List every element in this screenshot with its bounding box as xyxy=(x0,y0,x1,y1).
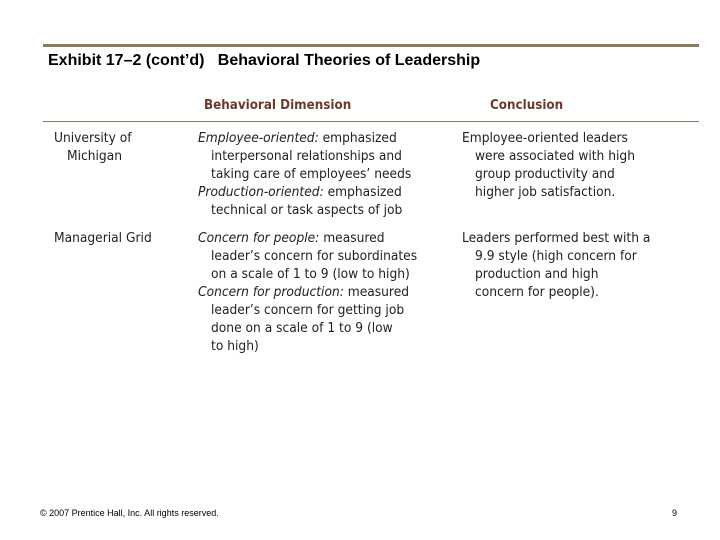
conclusion-line: group productivity and xyxy=(475,167,615,182)
conclusion-line: were associated with high xyxy=(475,149,635,164)
dimension-line: interpersonal relationships and xyxy=(211,149,402,164)
row-michigan-study xyxy=(54,130,132,166)
study-line: University of xyxy=(54,131,132,146)
row-michigan-dimension xyxy=(198,130,411,220)
dimension-line: to high) xyxy=(211,339,259,354)
copyright-notice: © 2007 Prentice Hall, Inc. All rights reserved. xyxy=(40,508,219,518)
row-grid-dimension xyxy=(198,230,417,356)
dimension-line: Employee-oriented: emphasized xyxy=(198,131,397,146)
conclusion-line: higher job satisfaction. xyxy=(475,185,616,200)
study-line: Michigan xyxy=(67,149,123,164)
dimension-line: done on a scale of 1 to 9 (low xyxy=(211,321,393,336)
header-conclusion: Conclusion xyxy=(490,98,564,113)
dimension-line: leader’s concern for getting job xyxy=(211,303,405,318)
dimension-line: taking care of employees’ needs xyxy=(211,167,412,182)
dimension-term: Production-oriented: xyxy=(198,185,324,200)
conclusion-line: Leaders performed best with a xyxy=(462,231,651,246)
row-grid-conclusion xyxy=(462,230,650,302)
dimension-term: Concern for people: xyxy=(198,231,320,246)
conclusion-line: concern for people). xyxy=(475,285,599,300)
slide-title: Exhibit 17–2 (cont’d) Behavioral Theories of Leadership xyxy=(48,52,481,69)
study-line: Managerial Grid xyxy=(54,231,152,246)
conclusion-line: production and high xyxy=(475,267,599,282)
dimension-term: Concern for production: xyxy=(198,285,344,300)
conclusion-line: Employee-oriented leaders xyxy=(462,131,628,146)
dimension-line: Production-oriented: emphasized xyxy=(198,185,402,200)
dimension-line: leader’s concern for subordinates xyxy=(211,249,418,264)
title-rule xyxy=(43,44,699,47)
dimension-term: Employee-oriented: xyxy=(198,131,319,146)
header-rule xyxy=(43,121,699,122)
row-michigan-conclusion xyxy=(462,130,635,202)
header-behavioral-dimension: Behavioral Dimension xyxy=(204,98,352,113)
dimension-line: Concern for people: measured xyxy=(198,231,385,246)
dimension-line: technical or task aspects of job xyxy=(211,203,403,218)
conclusion-line: 9.9 style (high concern for xyxy=(475,249,637,264)
row-grid-study xyxy=(54,230,152,248)
dimension-line: on a scale of 1 to 9 (low to high) xyxy=(211,267,410,282)
dimension-line: Concern for production: measured xyxy=(198,285,410,300)
page-number: 9 xyxy=(672,508,678,518)
